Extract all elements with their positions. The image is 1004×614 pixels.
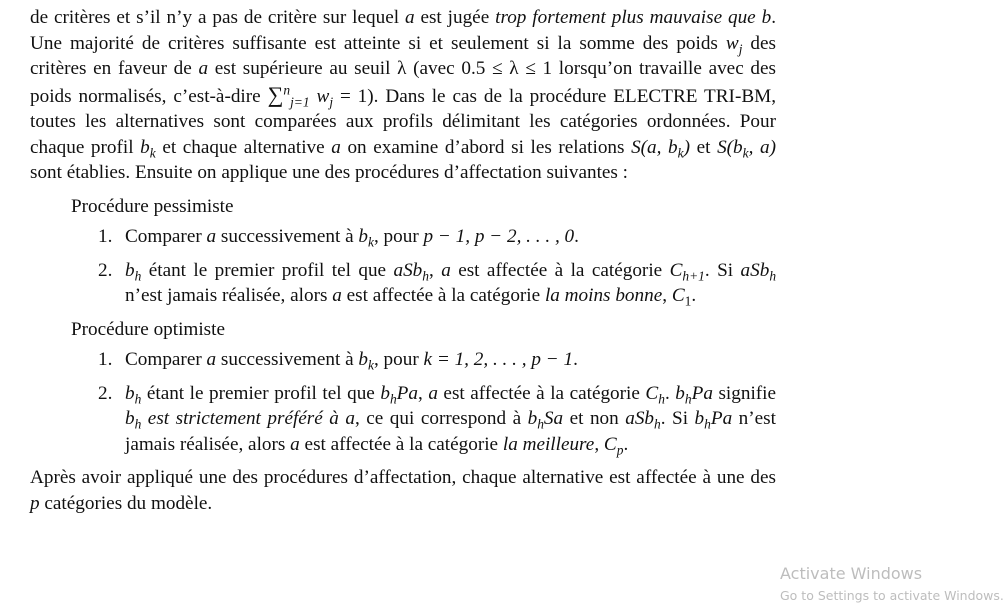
list-optimiste bbox=[30, 347, 776, 457]
closing-paragraph: Après avoir appliqué une des procédures d’affectation, chaque alternative est affectée à une des p catégories du modèle. bbox=[30, 467, 776, 514]
heading-pessimiste: Procédure pessimiste bbox=[71, 195, 234, 217]
document-page bbox=[30, 5, 776, 516]
list-item: 2. $b_h$ étant le premier profil tel que aSb$_h$, a est affectée à la catégorie $C_{h+1}$. Si aSb$_h$ n’est jamais réalisée, alors a est affectée à la catégorie la moins bonne, $C_1$. bbox=[98, 259, 777, 309]
list-item: 1. Comparer a successivement à $b_k$, pour k = 1, 2, . . . , p − 1. bbox=[98, 349, 578, 373]
list-item: 1. Comparer a successivement à $b_k$, pour p − 1, p − 2, . . . , 0. bbox=[98, 226, 579, 250]
list-pessimiste bbox=[30, 224, 776, 309]
activation-watermark bbox=[780, 563, 1004, 607]
heading-optimiste: Procédure optimiste bbox=[71, 318, 225, 340]
intro-paragraph: de critères et s’il n’y a pas de critère sur lequel a est jugée trop fortement plus mauvaise que b. Une majorité de critères suffisante est atteinte si et seulement si la somme des poids $w_j$ des critères en faveur de a est supérieure au seuil λ (avec 0.5 ≤ λ ≤ 1 lorsqu’on travaille avec des poids normalisés, c’est-à-dire ∑$^n_{j=1}$ $w_j = 1$). Dans le cas de la procédure ELECTRE TRI-BM, toutes les alternatives sont comparées aux profils délimitant les catégories ordonnées. Pour chaque profil $b_k$ et chaque alternative a on examine d’abord si les relations S(a, $b_k$) et $S(b_k$, a) sont établies. Ensuite on applique une des procédures d’affectation suivantes : bbox=[30, 7, 776, 183]
watermark-line-2: Go to Settings to activate Windows. bbox=[780, 588, 1004, 603]
list-item: 2. $b_h$ étant le premier profil tel que $b_hPa$, a est affectée à la catégorie $C_h$. $b_hPa$ signifie $b_h$ est strictement préféré à a, ce qui correspond à $b_hSa$ et non aSb$_h$. Si $b_hPa$ n’est jamais réalisée, alors a est affectée à la catégorie la meilleure, $C_p$. bbox=[98, 382, 777, 458]
watermark-line-1: Activate Windows bbox=[780, 564, 923, 583]
